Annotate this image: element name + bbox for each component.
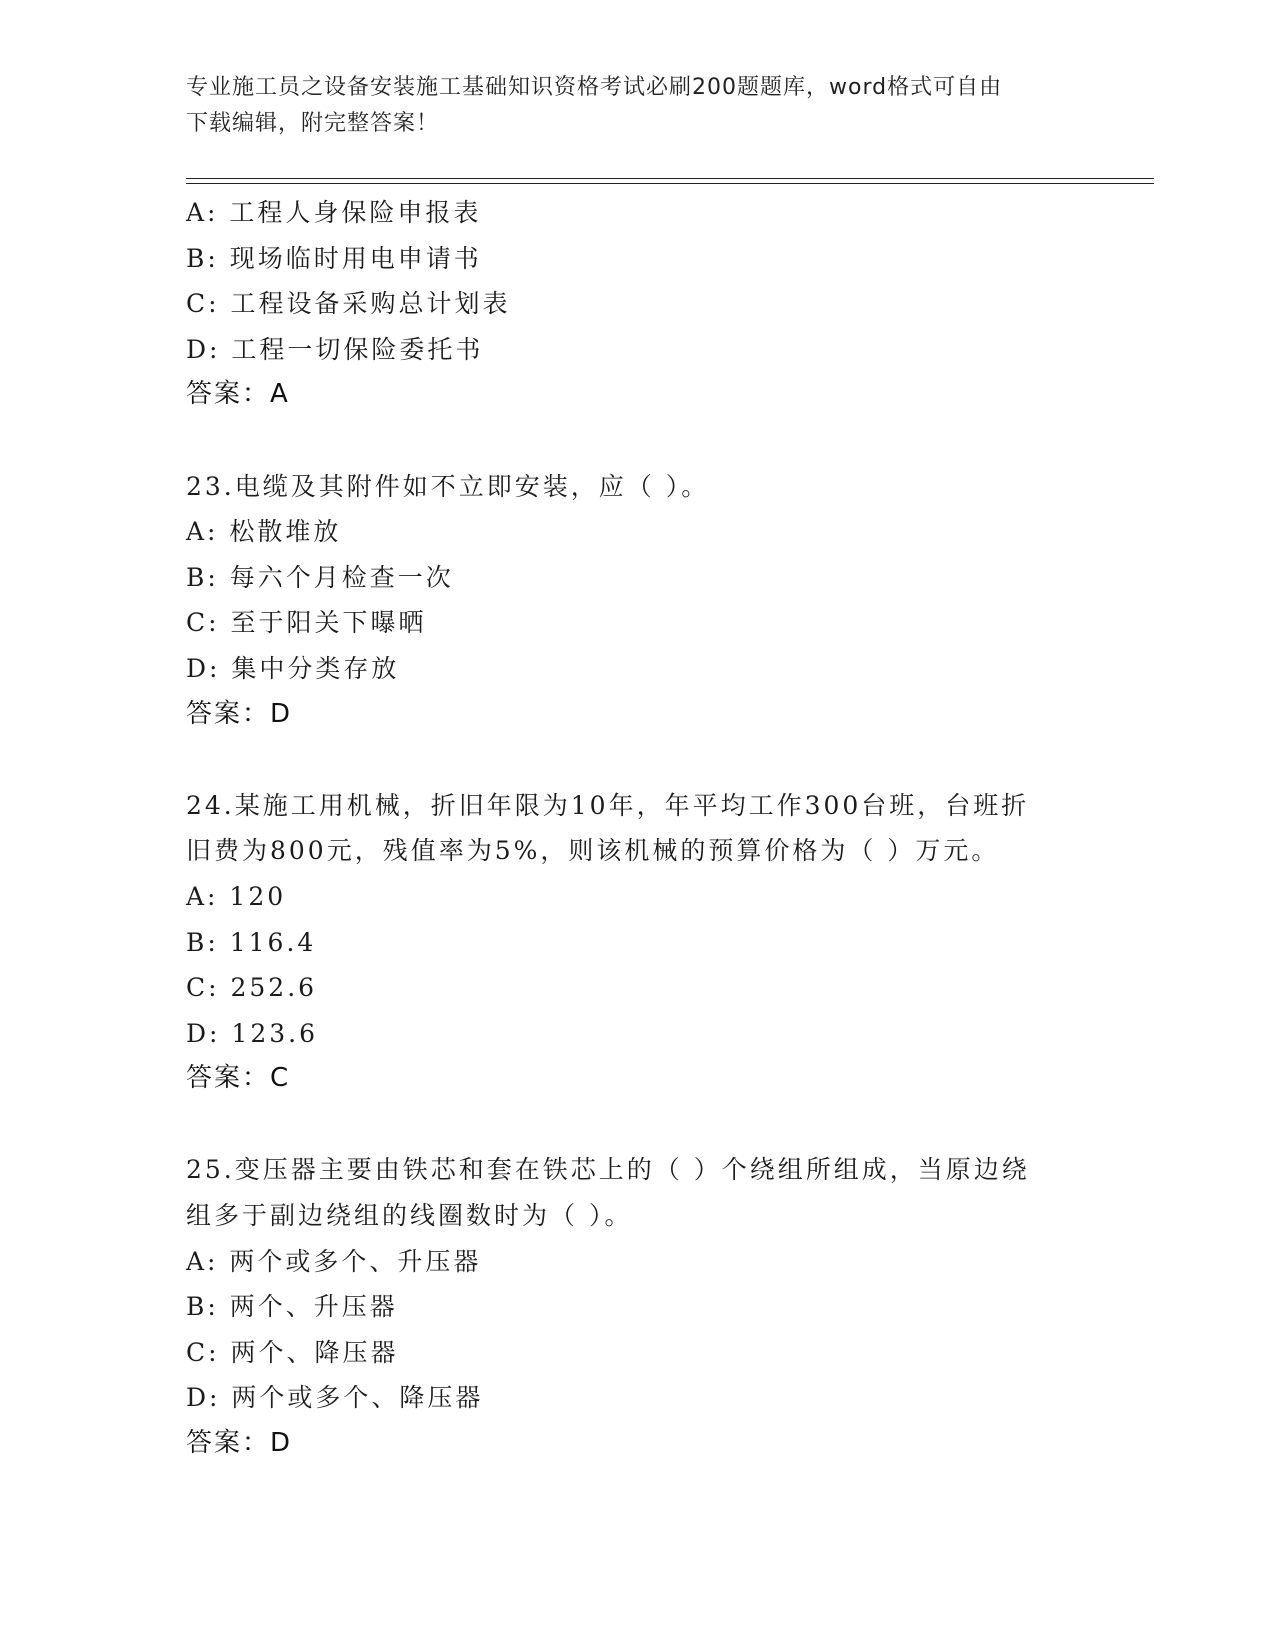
header-rule-top (186, 178, 1154, 179)
option-d: D: 集中分类存放 (186, 653, 400, 683)
option-a: A: 120 (186, 881, 287, 911)
answer: 答案：D (186, 698, 293, 729)
option-c: C: 至于阳关下曝晒 (186, 608, 427, 638)
option-c: C: 工程设备采购总计划表 (186, 289, 511, 319)
option-d: D: 工程一切保险委托书 (186, 334, 484, 364)
question-23 (186, 464, 1086, 738)
option-b: B: 两个、升压器 (186, 1292, 398, 1322)
option-d: D: 两个或多个、降压器 (186, 1383, 484, 1413)
question-22 (186, 190, 1086, 418)
option-b: B: 116.4 (186, 927, 317, 957)
document-header (186, 70, 1066, 142)
spacer (186, 418, 1086, 464)
answer: 答案：D (186, 1428, 293, 1459)
answer: 答案：C (186, 1063, 291, 1094)
option-b: B: 每六个月检查一次 (186, 562, 454, 592)
question-text: 23.电缆及其附件如不立即安装，应（ ）。 (186, 471, 710, 501)
question-list (186, 190, 1086, 1467)
answer: 答案：A (186, 379, 290, 410)
question-text: 25.变压器主要由铁芯和套在铁芯上的（ ）个绕组所组成，当原边绕 (186, 1155, 1030, 1185)
option-c: C: 252.6 (186, 973, 318, 1003)
header-rule-bottom (186, 183, 1154, 184)
question-25 (186, 1147, 1086, 1466)
option-a: A: 松散堆放 (186, 517, 342, 547)
question-text-continued: 组多于副边绕组的线圈数时为（ ）。 (186, 1201, 633, 1231)
question-text-continued: 旧费为800元，残值率为5%，则该机械的预算价格为（ ）万元。 (186, 836, 1000, 866)
option-a: A: 工程人身保险申报表 (186, 198, 482, 227)
header-line-2: 下载编辑，附完整答案！ (186, 111, 440, 136)
option-d: D: 123.6 (186, 1018, 318, 1048)
option-a: A: 两个或多个、升压器 (186, 1246, 482, 1276)
option-b: B: 现场临时用电申请书 (186, 243, 482, 273)
option-c: C: 两个、降压器 (186, 1337, 399, 1367)
question-text: 24.某施工用机械，折旧年限为10年，年平均工作300台班，台班折 (186, 790, 1030, 820)
spacer (186, 737, 1086, 783)
header-line-1: 专业施工员之设备安装施工基础知识资格考试必刷200题题库，word格式可自由 (186, 75, 1003, 100)
question-24 (186, 783, 1086, 1102)
spacer (186, 1102, 1086, 1148)
